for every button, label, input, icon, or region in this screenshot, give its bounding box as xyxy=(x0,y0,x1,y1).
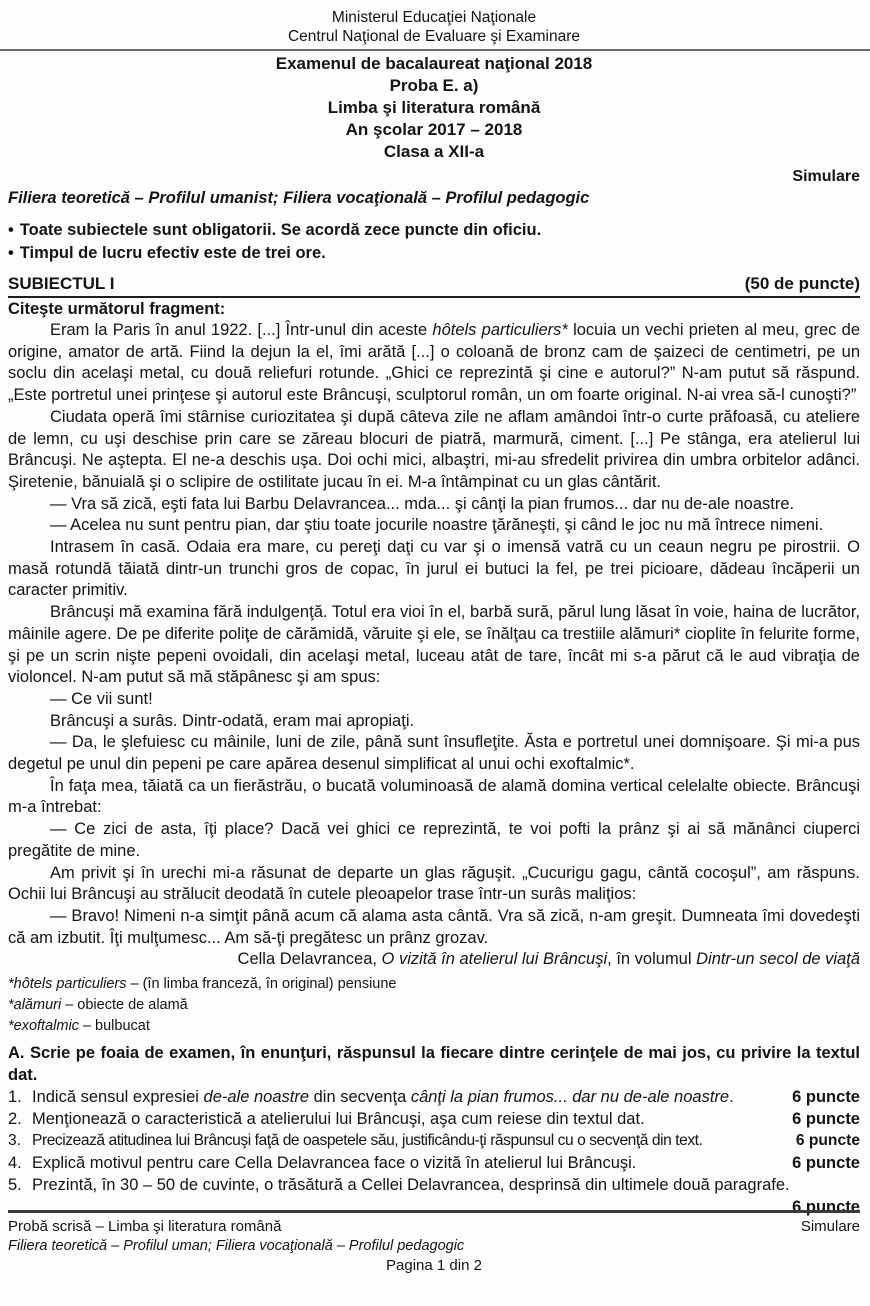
footer-filiera: Filiera teoretică – Profilul uman; Filiera vocaţională – Profilul pedagogic xyxy=(8,1238,465,1254)
page-footer xyxy=(0,1206,870,1276)
text-segment: – obiecte de alamă xyxy=(61,997,188,1014)
text-segment: — Ce vii sunt! xyxy=(50,689,153,708)
text-segment: Am privit şi în urechi mi-a răsunat de departe un glas răguşit. „Cucurigu gagu, cântă cocoşul”, am răspuns. Ochii lui Brâncuşi au strălucit deodată în cutele pleoapelor trase într-un surâs maliţios: xyxy=(8,863,860,904)
footnotes xyxy=(8,974,860,1037)
question-text xyxy=(32,1174,860,1196)
text-segment: cânţi la pian frumos... dar nu de-ale noastre xyxy=(410,1088,730,1107)
text-segment: — Bravo! Nimeni n-a simţit până acum că alama asta cântă. Vra să zică, n-am greşit. Dumneata îmi dovedeşti că am izbutit. Îţi mulţumesc... Am să-ţi pregătesc un prânz grozav. xyxy=(8,906,860,947)
text-segment: Explică motivul pentru care Cella Delavrancea face o vizită în atelierul lui Brâncuşi. xyxy=(32,1154,637,1173)
fragment-dialogue-line xyxy=(8,819,860,862)
text-segment: Dintr-un secol de viaţă xyxy=(696,950,860,969)
fragment-paragraph xyxy=(8,537,860,602)
school-year: An şcolar 2017 – 2018 xyxy=(345,120,523,139)
text-segment: locuia un vechi prieten al meu, grec de origine, amator de artă. Fiind la dejun la el, îmi arătă [...] o coloană de bronz cam de şaizeci de centimetri, pe un soclu din acelaşi metal, cu două reliefuri rotunde. „Ghici ce reprezintă şi cine e autorul?” N-am putut să răspund. „Este portretul unei prinţese şi autorul este Brâncuşi, sculptorul român, un om foarte original. N-ai vrea să-l cunoşti?” xyxy=(8,321,861,405)
section-a-heading: A. Scrie pe foaia de examen, în enunţuri, răspunsul la fiecare dintre cerinţele de mai jos, cu privire la textul dat. xyxy=(8,1044,860,1085)
questions-list xyxy=(8,1086,860,1218)
question-number: 4. xyxy=(8,1154,22,1173)
text-segment: Brâncuşi mă examina fără indulgenţă. Totul era vioi în el, barbă sură, părul lung lăsat în voie, haina de lucrător, mâinile agere. De pe diferite poliţe de cărămidă, văruite şi ele, se înălţau ca trestiile alămuri* cioplite în felurite forme, şi pe un scrin nişte pepeni ovoidali, din acelaşi metal, luceau atât de tare, încât mi s-a părut că le aud vibraţia de violoncel. N-am putut să mă stăpânesc şi am spus: xyxy=(8,603,860,687)
fragment-paragraph xyxy=(8,776,860,819)
fragment-paragraph xyxy=(8,602,860,689)
fragment-attribution xyxy=(8,949,860,971)
fragment-paragraph xyxy=(8,407,860,494)
question-points: 6 puncte xyxy=(792,1088,860,1107)
text-segment: Menţionează o caracteristică a atelierului lui Brâncuşi, aşa cum reiese din textul dat. xyxy=(32,1110,645,1129)
footer-row xyxy=(8,1217,860,1237)
text-segment: Cella Delavrancea, xyxy=(237,950,382,969)
text-segment: *exoftalmic xyxy=(8,1018,79,1035)
fragment-prompt: Citeşte următorul fragment: xyxy=(8,300,226,318)
text-segment: , în volumul xyxy=(607,950,697,969)
question-item xyxy=(8,1152,860,1174)
text-segment: *alămuri xyxy=(8,997,62,1014)
simulare-label: Simulare xyxy=(792,168,860,185)
fragment-dialogue-line xyxy=(8,494,860,516)
instruction-text: Timpul de lucru efectiv este de trei ore. xyxy=(19,244,326,262)
subiect1-header xyxy=(8,274,860,298)
question-item xyxy=(8,1086,860,1108)
question-number: 2. xyxy=(8,1110,22,1129)
text-segment: Prezintă, în 30 – 50 de cuvinte, o trăsătură a Cellei Delavrancea, desprinsă din ultimele două paragrafe. xyxy=(32,1176,790,1195)
text-segment: Brâncuşi a surâs. Dintr-odată, eram mai apropiaţi. xyxy=(50,711,415,730)
footer-left: Probă scrisă – Limba şi literatura română xyxy=(8,1218,282,1235)
text-segment: hôtels particuliers* xyxy=(432,321,568,339)
text-segment: – bulbucat xyxy=(78,1018,150,1035)
fragment-paragraph xyxy=(8,320,860,407)
footer-divider xyxy=(8,1210,860,1213)
proba-label: Proba E. a) xyxy=(389,76,479,95)
question-item xyxy=(8,1174,860,1196)
instruction-bullet-1 xyxy=(8,220,860,241)
fragment-paragraph xyxy=(8,863,860,906)
question-number: 3. xyxy=(8,1132,22,1150)
question-text xyxy=(32,1086,782,1108)
text-segment: Indică sensul expresiei xyxy=(32,1088,204,1107)
text-segment: — Da, le şlefuiesc cu mâinile, luni de zile, până sunt însufleţite. Ăsta e portretul unei domnişoare. Şi mi-a pus degetul pe unul din pepeni pe care apărea desenul simplificat al unui ochi exoftalmic*. xyxy=(8,733,860,774)
bullet-icon: • xyxy=(8,244,14,262)
filiera-line: Filiera teoretică – Profilul umanist; Filiera vocaţională – Profilul pedagogic xyxy=(8,189,590,207)
question-points: 6 puncte xyxy=(795,1132,860,1150)
question-text xyxy=(32,1130,786,1152)
footnote xyxy=(8,995,860,1016)
question-text xyxy=(32,1152,782,1174)
text-segment: În faţa mea, tăiată ca un fierăstrău, o bucată voluminoasă de alamă domina vertical celelalte obiecte. Brâncuşi m-a întrebat: xyxy=(8,776,860,817)
footer-simulare: Simulare xyxy=(800,1218,860,1235)
question-item xyxy=(8,1130,860,1152)
fragment-text xyxy=(8,320,860,971)
instruction-text: Toate subiectele sunt obligatorii. Se acordă zece puncte din oficiu. xyxy=(19,221,542,239)
text-segment: – (în limba franceză, în original) pensiune xyxy=(126,976,397,993)
text-segment: Intrasem în casă. Odaia era mare, cu pereţi daţi cu var şi o imensă vatră cu un ceaun negru pe pirostrii. O masă rotundă tăiată dintr-un trunchi gros de copac, în jurul ei butuci la fel, pe trei picioare, dădeau încăperii un caracter primitiv. xyxy=(8,538,860,600)
exam-title: Examenul de bacalaureat naţional 2018 xyxy=(275,54,593,73)
text-segment: Precizează atitudinea lui Brâncuşi faţă de oaspetele său, justificându-ţi răspunsul cu o secvenţă din text. xyxy=(32,1132,703,1150)
text-segment: — Vra să zică, eşti fata lui Barbu Delavrancea... mda... şi cânţi la pian frumos... dar nu de-ale noastre. xyxy=(50,494,795,513)
question-points: 6 puncte xyxy=(792,1110,860,1129)
question-points: 6 puncte xyxy=(792,1154,860,1173)
text-segment: Eram la Paris în anul 1922. [...] Într-unul din aceste xyxy=(50,321,433,339)
question-points: 6 puncte xyxy=(792,1198,860,1217)
subject-title: Limba şi literatura română xyxy=(327,98,541,117)
text-segment: din secvenţa xyxy=(309,1088,411,1107)
question-number: 1. xyxy=(8,1088,22,1107)
header-divider xyxy=(0,49,870,51)
fragment-dialogue-line xyxy=(8,515,860,537)
fragment-dialogue-line xyxy=(8,689,860,711)
footnote xyxy=(8,1016,860,1037)
text-segment: Ciudata operă îmi stârnise curiozitatea şi după câteva zile ne aflam amândoi într-o curte prăfoasă, cu ateliere de lemn, cu uşi deschise prin care se zăreau blocuri de piatră, marmură, ciment. [...] Pe stânga, era atelierul lui Brâncuşi. Ne aştepta. El ne-a deschis uşa. Doi ochi mici, albaştri, mi-au sfredelit privirea din umbra orbitelor adânci. Şiretenie, bănuială şi o sclipire de ostilitate jucau în ei. M-a întâmpinat cu un glas cântărit. xyxy=(8,407,860,491)
text-segment: *hôtels particuliers xyxy=(8,976,127,993)
subiect1-title: SUBIECTUL I xyxy=(8,274,115,293)
ministry-line-2: Centrul Naţional de Evaluare şi Examinare xyxy=(287,28,581,45)
subiect1-points: (50 de puncte) xyxy=(744,274,860,293)
text-segment: de-ale noastre xyxy=(203,1088,310,1107)
question-number: 5. xyxy=(8,1176,22,1195)
footnote xyxy=(8,974,860,995)
text-segment: . xyxy=(729,1088,734,1107)
page-number: Pagina 1 din 2 xyxy=(386,1257,482,1274)
fragment-dialogue-line xyxy=(8,906,860,949)
text-segment: — Ce zici de asta, îţi place? Dacă vei ghici ce reprezintă, te voi pofti la prânz şi ai să mănânci ciuperci pregătite de mine. xyxy=(8,820,860,860)
text-segment: O vizită în atelierul lui Brâncuşi xyxy=(381,950,608,969)
text-segment: — Acelea nu sunt pentru pian, dar ştiu toate jocurile noastre ţărăneşti, şi când le joc nu mă întrece nimeni. xyxy=(50,516,824,535)
question-item xyxy=(8,1108,860,1130)
fragment-dialogue-line xyxy=(8,732,860,775)
instruction-bullet-2 xyxy=(8,243,860,264)
question-text xyxy=(32,1108,782,1130)
grade-label: Clasa a XII-a xyxy=(383,142,485,161)
ministry-line-1: Ministerul Educaţiei Naţionale xyxy=(331,9,537,26)
bullet-icon: • xyxy=(8,221,14,239)
fragment-paragraph xyxy=(8,711,860,733)
